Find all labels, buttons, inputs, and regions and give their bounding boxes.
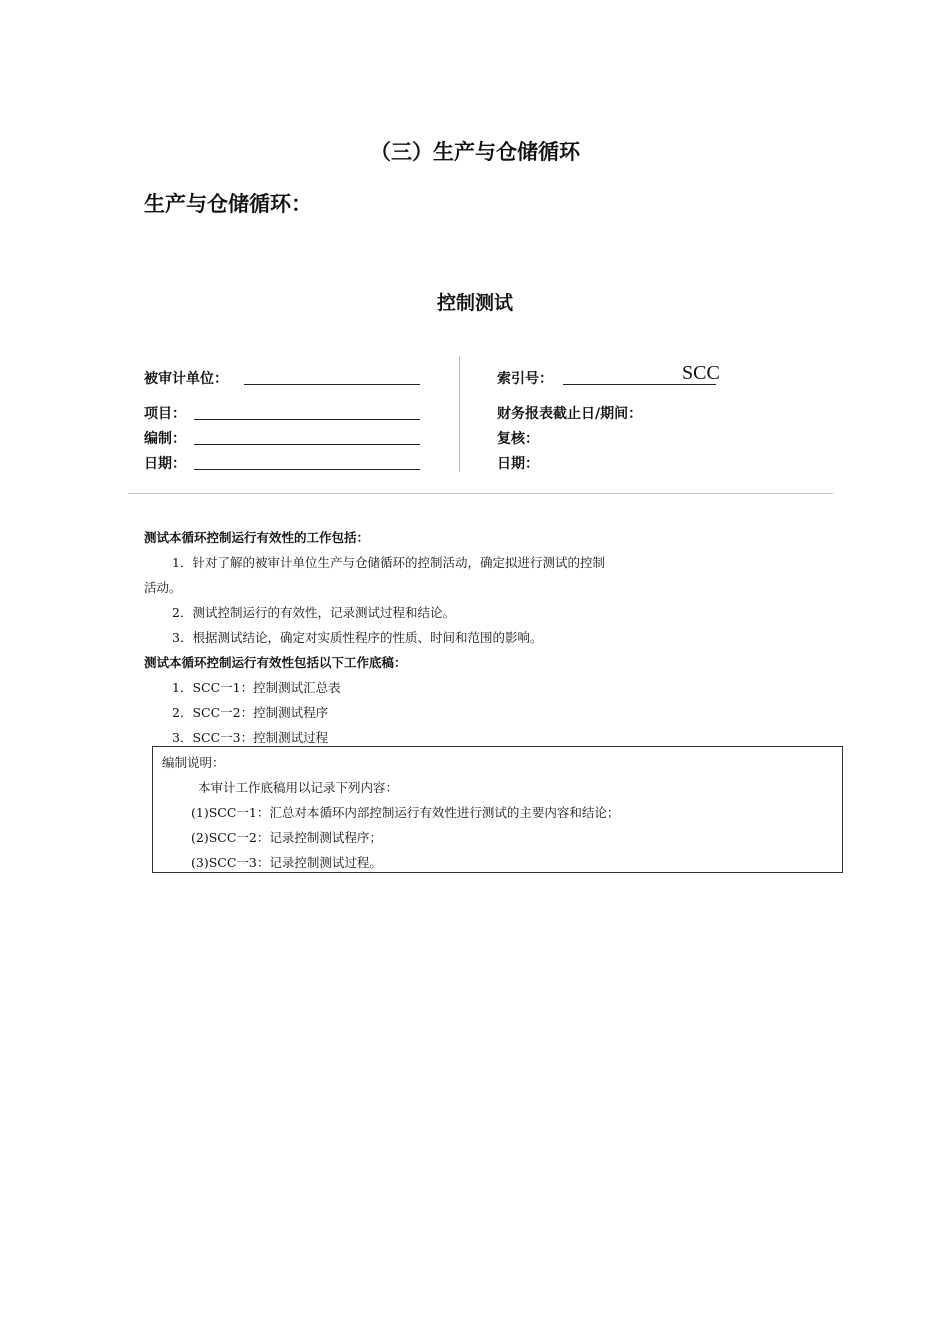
workpapers-heading: 测试本循环控制运行有效性包括以下工作底稿：: [144, 655, 407, 670]
section-subtitle: 生产与仓储循环：: [144, 192, 312, 216]
column-divider: [459, 356, 460, 472]
notes-item: (1)SCC一1：汇总对本循环内部控制运行有效性进行测试的主要内容和结论；: [191, 805, 620, 820]
date-field-left[interactable]: [194, 469, 420, 470]
prepared-by-field[interactable]: [194, 444, 420, 445]
list-item: 1．针对了解的被审计单位生产与仓储循环的控制活动，确定拟进行测试的控制: [172, 555, 605, 570]
index-number-value: SCC: [682, 362, 720, 384]
notes-title: 编制说明：: [162, 755, 225, 770]
project-label: 项目：: [144, 406, 186, 422]
period-end-label: 财务报表截止日/期间：: [497, 406, 643, 422]
project-field[interactable]: [194, 419, 420, 420]
date-label-right: 日期：: [497, 456, 539, 472]
notes-intro: 本审计工作底稿用以记录下列内容：: [198, 780, 399, 795]
notes-item: (3)SCC一3：记录控制测试过程。: [191, 855, 382, 870]
page-title: （三）生产与仓储循环: [370, 140, 580, 164]
index-number-label: 索引号：: [497, 371, 553, 387]
work-scope-heading: 测试本循环控制运行有效性的工作包括：: [144, 530, 370, 545]
reviewer-label: 复核：: [497, 431, 539, 447]
date-label-left: 日期：: [144, 456, 186, 472]
list-item: 3．SCC一3：控制测试过程: [172, 730, 329, 745]
prepared-by-label: 编制：: [144, 431, 186, 447]
audited-entity-label: 被审计单位：: [144, 371, 228, 387]
audited-entity-field[interactable]: [244, 384, 420, 385]
header-separator: [128, 493, 833, 494]
list-item-continuation: 活动。: [144, 580, 182, 595]
control-test-title: 控制测试: [436, 292, 513, 314]
list-item: 3．根据测试结论，确定对实质性程序的性质、时间和范围的影响。: [172, 630, 543, 645]
list-item: 1．SCC一1：控制测试汇总表: [172, 680, 341, 695]
notes-item: (2)SCC一2：记录控制测试程序；: [191, 830, 382, 845]
list-item: 2．SCC一2：控制测试程序: [172, 705, 329, 720]
list-item: 2．测试控制运行的有效性，记录测试过程和结论。: [172, 605, 455, 620]
